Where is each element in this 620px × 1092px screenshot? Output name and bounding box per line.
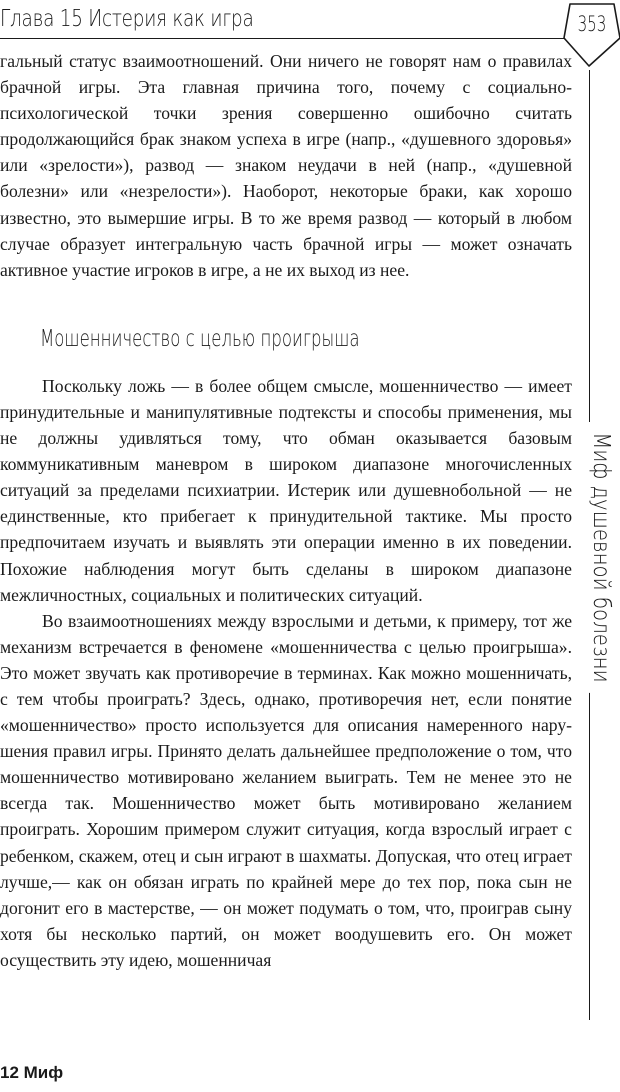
- page-number: 353: [577, 12, 607, 36]
- header-rule: [0, 38, 566, 39]
- paragraph-3: Во взаимоотношениях между взрослыми и детьми, к примеру, тот же механизм встречается в феномене «мошенничества с целью проигрыша». Это может звучать как противоречие в терминах. Как можно мошенничать, с тем чтобы проиграть? Здесь, однако, противоречия нет, если понятие «мошенничество» просто используется для описания намеренного нарушения правил игры. Принято делать дальнейшее предположение о том, что мошенничество мотивировано желанием выиграть. Тем не менее это не всегда так. Мошенничество может быть мотивировано желанием проиграть. Хорошим примером служит ситуация, когда взрослый играет с ребенком, скажем, отец и сын играют в шахматы. Допуская, что отец играет лучше,— как он обязан играть по крайней мере до тех пор, пока сын не догонит его в мастерстве, — он может подумать о том, что, проиграв сыну хотя бы несколько партий, он может воодушевить его. Он может осуществить эту идею, мошенничая: [0, 610, 572, 970]
- running-title: Глава 15 Истерия как игра: [0, 6, 254, 32]
- running-header: [0, 2, 570, 42]
- side-title: Миф душевной болезни: [588, 422, 614, 693]
- text-column: [0, 48, 572, 973]
- footer-label: 12 Миф: [0, 1063, 64, 1082]
- paragraph-2: Поскольку ложь — в более общем смысле, мошенничество — имеет принудительные и манипулятивные подтексты и способы применения, мы не должны удивляться тому, что обман оказывается базовым коммуникативным маневром в широком диапазоне многочисленных ситуаций за пределами психиатрии. Истерик или душевнобольной — не единственные, кто прибегает к принудительной тактике. Мы просто предпочитаем изучать и выявлять эти операции именно в их поведении. Похожие наблюдения могут быть сделаны в широком диапазоне межличностных, социальных и политических ситуаций.: [0, 375, 572, 605]
- paragraph-1: гальный статус взаимоотношений. Они ничего не говорят нам о правилах брачной игры. Эта главная причина того, почему с социально-психологической точки зрения совершенно ошибочно считать продолжающийся брак знаком успеха в игре (напр., «душевного здоровья» или «зрелости»), развод — знаком неудачи в ней (напр., «душевной болезни» или «незрелости»). Наоборот, некоторые браки, как хорошо известно, это вымершие игры. В то же время развод — который в любом случае образует интегральную часть брачной игры — может означать активное участие игроков в игре, а не их выход из нее.: [0, 51, 572, 280]
- section-heading: Мошенничество с целью проигрыша: [40, 325, 360, 352]
